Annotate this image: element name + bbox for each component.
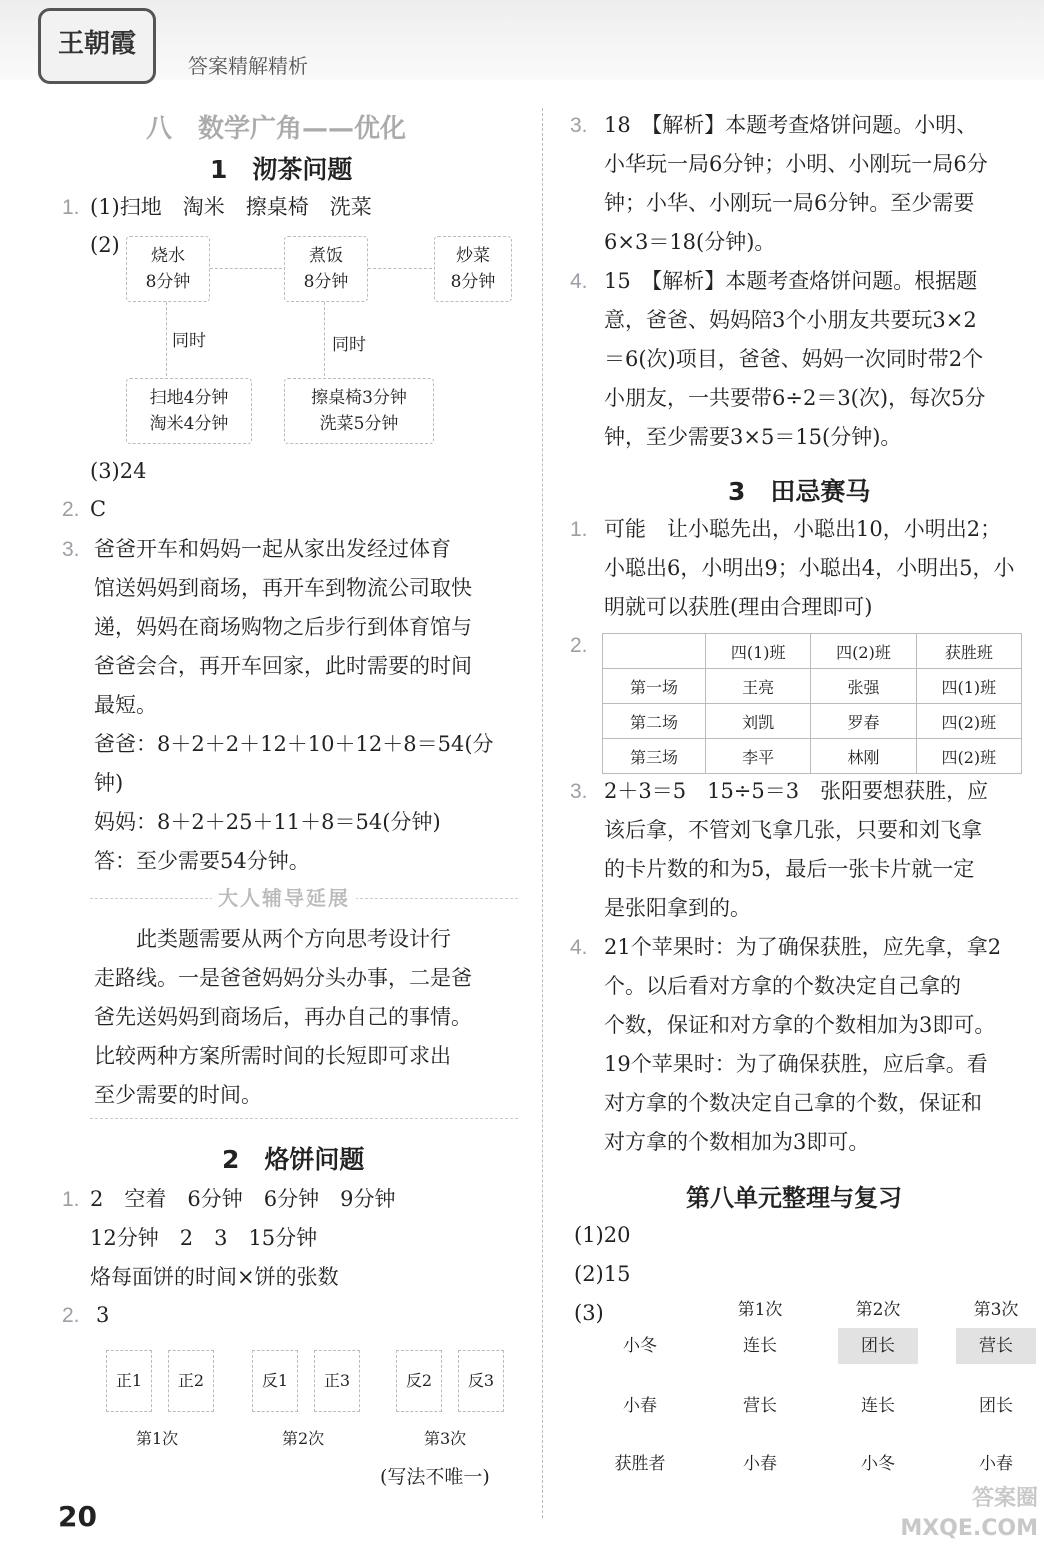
review-cell: 小冬 bbox=[861, 1454, 895, 1474]
review-q3-label: (3) bbox=[574, 1301, 604, 1325]
section-title-3: 3 田忌赛马 bbox=[728, 477, 871, 506]
s3q1-number: 1. bbox=[570, 518, 588, 541]
q1-number: 1. bbox=[62, 196, 80, 219]
flow-box-sweep: 扫地4分钟 淘米4分钟 bbox=[126, 378, 252, 444]
review-cell: 营长 bbox=[743, 1396, 777, 1416]
q3-number: 3. bbox=[62, 538, 80, 561]
flow-box-cook-rice: 煮饭 8分钟 bbox=[284, 236, 368, 302]
flow-box-boil-water: 烧水 8分钟 bbox=[126, 236, 210, 302]
s3q3-text: 2＋3＝5 15÷5＝3 张阳要想获胜，应 该后拿，不管刘飞拿几张，只要和刘飞拿 的卡片数的和为5，最后一张卡片就一定 是张阳拿到的。 bbox=[604, 779, 989, 920]
s2q1-text: 2 空着 6分钟 6分钟 9分钟 12分钟 2 3 15分钟 烙每面饼的时间×饼的张数 bbox=[90, 1187, 396, 1289]
r-q4-number: 4. bbox=[570, 270, 588, 293]
table-row: 第一场 王亮 张强 四(1)班 bbox=[603, 669, 1022, 704]
pancake-round-label: 第3次 bbox=[424, 1429, 467, 1448]
q3-text: 爸爸开车和妈妈一起从家出发经过体育 馆送妈妈到商场，再开车到物流公司取快 递，妈妈在商场购物之后步行到体育馆与 爸爸会合，再开车回家，此时需要的时间 最短。 爸爸：8＋2＋2＋12＋10＋12＋8＝54(分 钟) 妈妈：8＋2＋25＋11＋8＝54(分钟) 答：至少需要54分钟。 bbox=[94, 537, 494, 873]
s2q2-answer: 3 bbox=[96, 1303, 110, 1327]
pancake-card: 正3 bbox=[314, 1350, 360, 1412]
pancake-card: 反2 bbox=[396, 1350, 442, 1412]
flow-label-simultaneous-2: 同时 bbox=[332, 335, 366, 355]
pancake-card: 正2 bbox=[168, 1350, 214, 1412]
review-name: 小春 bbox=[623, 1396, 657, 1416]
review-name: 小冬 bbox=[623, 1336, 657, 1356]
review-header: 第2次 bbox=[855, 1300, 901, 1320]
review-title: 第八单元整理与复习 bbox=[686, 1184, 902, 1212]
page-number: 20 bbox=[58, 1500, 97, 1533]
s3q4-number: 4. bbox=[570, 936, 588, 959]
flow-label-simultaneous-1: 同时 bbox=[172, 331, 206, 351]
extension-bottom-divider bbox=[90, 1118, 518, 1119]
q2-number: 2. bbox=[62, 498, 80, 521]
flow-box-wipe: 擦桌椅3分钟 洗菜5分钟 bbox=[284, 378, 434, 444]
logo-text: 王朝霞 bbox=[57, 29, 136, 59]
s2q1-number: 1. bbox=[62, 1188, 80, 1211]
review-cell: 团长 bbox=[979, 1396, 1013, 1416]
r-q3-number: 3. bbox=[570, 114, 588, 137]
review-q1: (1)20 bbox=[574, 1223, 631, 1247]
flow-connector-2 bbox=[324, 302, 325, 376]
flow-arrow-1 bbox=[210, 268, 282, 269]
r-q3-text: 18 【解析】本题考查烙饼问题。小明、 小华玩一局6分钟；小明、小刚玩一局6分 钟；小华、小刚玩一局6分钟。至少需要 6×3＝18(分钟)。 bbox=[604, 113, 988, 254]
s2q2-number: 2. bbox=[62, 1304, 80, 1327]
q1-part2-label: (2) bbox=[90, 233, 120, 257]
header-bar bbox=[0, 0, 1044, 80]
table-row: 第三场 李平 林刚 四(2)班 bbox=[603, 739, 1022, 774]
column-divider bbox=[542, 108, 543, 1518]
review-name: 获胜者 bbox=[614, 1454, 666, 1474]
section-title-1: 1 沏茶问题 bbox=[210, 155, 353, 184]
pancake-round-label: 第1次 bbox=[136, 1429, 179, 1448]
q1-part3: (3)24 bbox=[90, 459, 147, 483]
pancake-card: 反1 bbox=[252, 1350, 298, 1412]
extension-text: 此类题需要从两个方向思考设计行 走路线。一是爸爸妈妈分头办事，二是爸 爸先送妈妈到商场后，再办自己的事情。 比较两种方案所需时间的长短即可求出 至少需要的时间。 bbox=[94, 927, 472, 1107]
pancake-card: 反3 bbox=[458, 1350, 504, 1412]
review-cell: 小春 bbox=[979, 1454, 1013, 1474]
s3q4-text: 21个苹果时：为了确保获胜，应先拿，拿2 个。以后看对方拿的个数决定自己拿的 个数，保证和对方拿的个数相加为3即可。 19个苹果时：为了确保获胜，应后拿。看 对方拿的个数决定自己拿的个数，保证和 对方拿的个数相加为3即可。 bbox=[604, 935, 1002, 1154]
section-title-2: 2 烙饼问题 bbox=[222, 1145, 365, 1174]
flow-connector-1 bbox=[166, 302, 167, 376]
flow-box-stir-fry: 炒菜 8分钟 bbox=[434, 236, 512, 302]
match-table bbox=[602, 633, 1022, 774]
q2-answer: C bbox=[90, 497, 107, 521]
review-q2: (2)15 bbox=[574, 1262, 631, 1286]
note: (写法不唯一) bbox=[380, 1466, 490, 1488]
review-cell: 团长 bbox=[838, 1328, 918, 1364]
r-q4-text: 15 【解析】本题考查烙饼问题。根据题 意，爸爸、妈妈陪3个小朋友共要玩3×2 ＝6(次)项目，爸爸、妈妈一次同时带2个 小朋友，一共要带6÷2＝3(次)，每次5分 钟，至少需要3×5＝15(分钟)。 bbox=[604, 269, 986, 449]
pancake-card: 正1 bbox=[106, 1350, 152, 1412]
q1-part1: (1)扫地 淘米 擦桌椅 洗菜 bbox=[90, 195, 372, 219]
review-cell: 小春 bbox=[743, 1454, 777, 1474]
flow-arrow-2 bbox=[368, 268, 432, 269]
s3q1-text: 可能 让小聪先出，小聪出10，小明出2； 小聪出6，小明出9；小聪出4，小明出5，小 明就可以获胜(理由合理即可) bbox=[604, 517, 1015, 619]
review-cell: 营长 bbox=[956, 1328, 1036, 1364]
review-header: 第3次 bbox=[973, 1300, 1019, 1320]
review-header: 第1次 bbox=[737, 1300, 783, 1320]
table-header-row: 四(1)班 四(2)班 获胜班 bbox=[603, 634, 1022, 669]
s3q2-number: 2. bbox=[570, 634, 588, 657]
pancake-round-label: 第2次 bbox=[282, 1429, 325, 1448]
header-subtitle: 答案精解精析 bbox=[188, 54, 308, 78]
review-cell: 连长 bbox=[743, 1336, 777, 1356]
s3q3-number: 3. bbox=[570, 780, 588, 803]
watermark: 答案圈 MXQE.COM bbox=[900, 1486, 1038, 1541]
table-row: 第二场 刘凯 罗春 四(2)班 bbox=[603, 704, 1022, 739]
chapter-title: 八 数学广角——优化 bbox=[146, 114, 407, 144]
extension-title: 大人辅导延展 bbox=[212, 882, 356, 911]
logo bbox=[38, 8, 156, 84]
review-cell: 连长 bbox=[861, 1396, 895, 1416]
